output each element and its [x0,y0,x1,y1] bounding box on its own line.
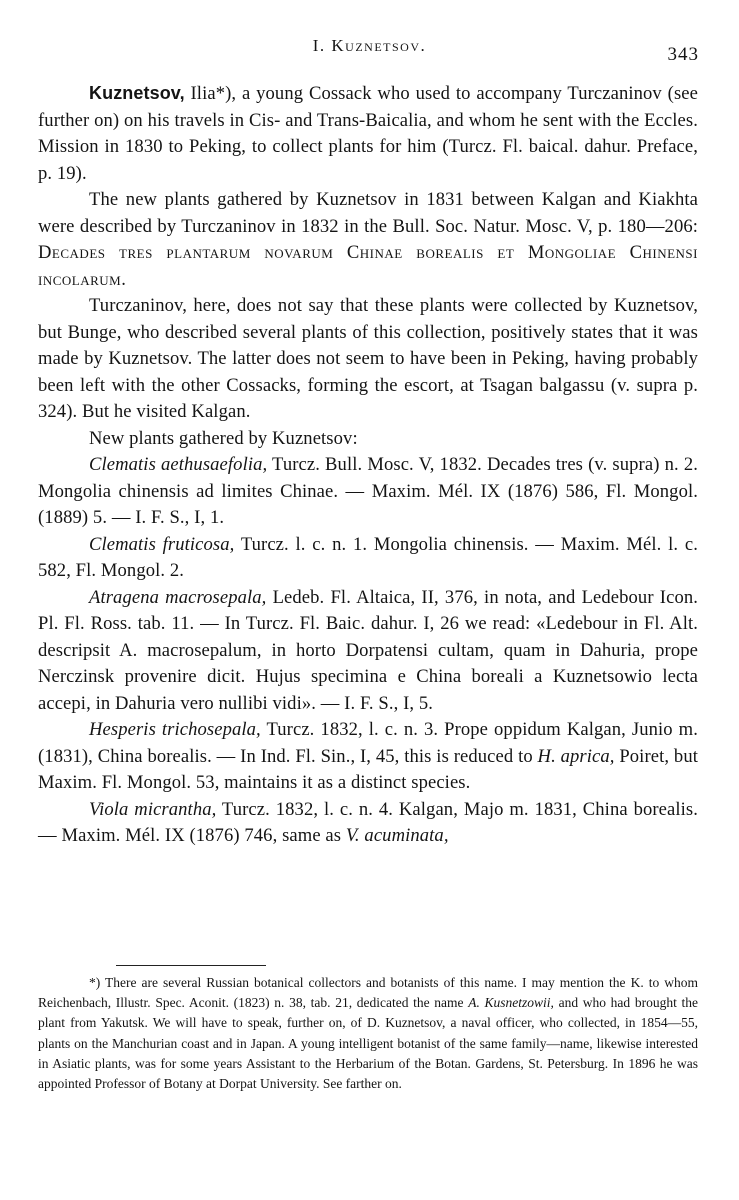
paragraph-new-plants: New plants gathered by Kuznetsov: [89,427,358,449]
species-name: Hesperis trichosepala, [89,719,261,740]
page-header [0,30,739,70]
running-title: I. Kuznetsov. [312,36,427,55]
plant-entry: Clematis fruticosa, Turcz. l. c. n. 1. Mongolia chinensis. — Maxim. Mél. l. c. 582, Fl. Mongol. 2. [38,533,698,581]
footnote: *) There are several Russian botanical collectors and botanists of this name. I may mention the K. to whom Reichenbach, Illustr. Spec. Aconit. (1823) n. 38, tab. 21, dedicated the name A. Kusnetzowii, and who had brought the plant from Yakutsk. We will have to speak, further on, of D. Kuznetsov, a naval officer, who collected, in 1854—55, plants on the Manchurian coast and in Japan. A young intelligent botanist of the same family—name, likewise interested in Asiatic plants, was for some years Assistant to the Herbarium of the Botan. Gardens, St. Petersburg. In 1896 he was appointed Professor of Botany at Dorpat University. See farther on. [38,975,698,1092]
entry-heading: Kuznetsov, [89,83,185,103]
species-name: Clematis aethusaefolia, [89,454,268,475]
page-number: 343 [667,44,699,65]
plant-entry: Viola micrantha, Turcz. 1832, l. c. n. 4. Kalgan, Majo m. 1831, China borealis. — Maxim. Mél. IX (1876) 746, same as V. acuminata, [38,798,698,846]
plant-entry: Hesperis trichosepala, Turcz. 1832, l. c. n. 3. Prope oppidum Kalgan, Junio m. (1831), China borealis. — In Ind. Fl. Sin., I, 45, this is reduced to H. aprica, Poiret, but Maxim. Fl. Mongol. 53, maintains it as a distinct species. [38,719,698,793]
species-name: V. acuminata, [345,825,449,846]
footnote-divider [116,965,266,966]
species-name: A. Kusnetzowii, [468,995,554,1011]
body-text [38,80,698,850]
paragraph-intro: Kuznetsov, Ilia*), a young Cossack who used to accompany Turczaninov (see further on) on his travels in Cis- and Trans-Baicalia, and whom he sent with the Eccles. Mission in 1830 to Peking, to collect plants for him (Turcz. Fl. baical. dahur. Preface, p. 19). [38,83,698,184]
paragraph-attribution: Turczaninov, here, does not say that these plants were collected by Kuznetsov, but Bunge, who described several plants of this collection, positively states that it was made by Kuznetsov. The latter does not seem to have been in Peking, having probably been left with the other Cossacks, forming the escort, at Tsagan balgassu (v. supra p. 324). But he visited Kalgan. [38,295,698,422]
paragraph-collection: The new plants gathered by Kuznetsov in 1831 between Kalgan and Kiakhta were described by Turczaninov in 1832 in the Bull. Soc. Natur. Mosc. V, p. 180—206: Decades tres plantarum novarum Chinae borealis et Mongoliae Chinensi incolarum. [38,189,698,290]
publication-title: Decades tres plantarum novarum Chinae borealis et Mongoliae Chinensi incolarum. [38,242,698,290]
species-name: Viola micrantha, [89,798,217,820]
plant-entry: Clematis aethusaefolia, Turcz. Bull. Mosc. V, 1832. Decades tres (v. supra) n. 2. Mongolia chinensis ad limites Chinae. — Maxim. Mél. IX (1876) 586, Fl. Mongol. (1889) 5. — I. F. S., I, 1. [38,454,698,528]
species-name: H. aprica, [537,745,615,767]
species-name: Atragena macrosepala, [89,586,267,608]
plant-entry: Atragena macrosepala, Ledeb. Fl. Altaica, II, 376, in nota, and Ledebour Icon. Pl. Fl. Ross. tab. 11. — In Turcz. Fl. Baic. dahur. I, 26 we read: «Ledebour in Fl. Alt. descripsit A. macrosepalum, in horto Dorpatensi cultam, quam in Dahuria, prope Nerczinsk provenire dicit. Hujus specimina e China boreali a Kuznetsowio lecta accepi, in Dahuria vero nullibi vidi». — I. F. S., I, 5. [38,586,698,714]
species-name: Clematis fruticosa, [89,533,235,555]
